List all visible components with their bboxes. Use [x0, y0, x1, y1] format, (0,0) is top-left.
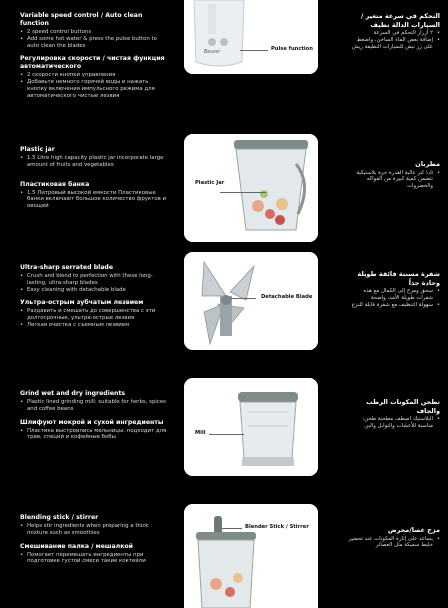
ru-title: Регулировка скорости / чистая функция автоматического	[20, 55, 165, 71]
ar-bullet: • سحق ومزج إلى الكمال مع هذه شفرات طويلة الأمد، واضحة	[348, 288, 440, 302]
en-title: Plastic jar	[20, 146, 55, 153]
blender-stick-image	[184, 504, 318, 608]
blender-stick-illustration	[184, 504, 318, 608]
pointer-line	[208, 434, 244, 435]
pulse-function-image	[184, 0, 318, 74]
ru-bullet: • 1.5 Литровый высокой емкости Пластиковые банки включают большое количество фруктов и овощей	[20, 190, 170, 210]
mill-illustration	[184, 378, 318, 476]
brand-logo: Beurer	[204, 50, 221, 55]
ar-bullets	[348, 536, 440, 550]
english-russian-text	[20, 264, 170, 329]
feature-section-blade	[0, 252, 448, 362]
callout-label: Plastic Jar	[192, 178, 227, 188]
ru-title: Шлифуют мокрой и сухой ингредиенты	[20, 418, 164, 426]
en-title: Variable speed control / Auto clean function	[20, 12, 143, 27]
en-bullet: • Easy cleaning with detachable blade	[20, 287, 170, 294]
mill-image	[184, 378, 318, 476]
callout-label: Detachable Blade	[258, 292, 315, 302]
pointer-line	[240, 50, 270, 51]
ar-title: مطربان	[415, 160, 440, 168]
en-bullets	[20, 155, 170, 169]
blender-base-illustration	[184, 0, 318, 74]
ru-bullet: • 2 скорости кнопки управления	[20, 72, 170, 79]
en-title: Ultra-sharp serrated blade	[20, 264, 114, 271]
english-russian-text	[20, 514, 170, 565]
pointer-line	[230, 298, 256, 299]
callout-label: Blender Stick / Stirrer	[242, 522, 312, 532]
en-bullet: • Plastic lined grinding mill: suitable for herbs, spices and coffee beans	[20, 399, 170, 413]
ar-bullet: • إضافة بعض الماء الساخن، واضغط على زر نبض للسيارات النظيفة ريش	[348, 37, 440, 51]
ar-title: شفرة مسننة فائقة طويلة وحادة جداً	[357, 270, 440, 287]
en-bullets	[20, 523, 170, 537]
ar-bullets	[348, 30, 440, 50]
ar-title: تطحن المكونات الرطب والجاف	[366, 398, 440, 415]
detachable-blade-image	[184, 252, 318, 350]
arabic-text	[348, 398, 440, 430]
arabic-text	[348, 12, 440, 50]
ar-bullet: • ٢ أزرار التحكم في السرعة	[348, 30, 440, 37]
english-russian-text	[20, 146, 170, 210]
pointer-line	[220, 192, 266, 193]
callout-label: Pulse function	[268, 44, 316, 54]
ar-bullets	[348, 170, 440, 190]
arabic-text	[348, 526, 440, 549]
ar-bullet: • ١٫٥ لتر عالية القدرة جرة بلاستيكية تتضمن كمية كبيرة من الفواكه والخضروات	[348, 170, 440, 190]
english-russian-text	[20, 12, 170, 100]
en-bullets	[20, 273, 170, 293]
en-bullets	[20, 399, 170, 413]
ar-title: مزج عصا/محرض	[387, 526, 440, 534]
ru-bullets	[20, 428, 170, 442]
en-bullet: • Add some hot water & press the pulse button to auto clean the blades	[20, 36, 170, 50]
arabic-text	[348, 270, 440, 308]
ru-title: Ультра-острым зубчатым лезвием	[20, 299, 144, 307]
ar-title: التحكم في سرعة متغير / السيارات الدالة نظيف	[360, 12, 440, 29]
arabic-text	[348, 160, 440, 190]
plastic-jar-illustration	[184, 134, 318, 242]
en-title: Blending stick / stirrer	[20, 514, 99, 521]
en-bullet: • Helps stir ingredients when preparing a thick mixture such as smoothies	[20, 523, 170, 537]
ru-bullet: • Пластика выстроились мельницы: подходит для трав, специй и кофейные бобы	[20, 428, 170, 442]
en-bullet: • 1.5 Litre high capacity plastic jar incorporate large amount of fruits and vegetables	[20, 155, 170, 169]
feature-section-mill	[0, 372, 448, 482]
feature-section-stick	[0, 500, 448, 600]
en-bullets	[20, 29, 170, 49]
pointer-line	[222, 528, 244, 529]
ru-bullet: • Добавьте немного горячей воды и нажать кнопку включения импульсного режима для автоматического чистые лезвия	[20, 79, 170, 99]
en-title: Grind wet and dry ingredients	[20, 390, 126, 397]
ru-bullet: • Легкая очистка с съемным лезвием	[20, 322, 170, 329]
feature-section-jar	[0, 130, 448, 250]
ru-title: Пластиковая банка	[20, 180, 90, 188]
ar-bullet: • يساعد على إثارة المكونات عند تحضير خليط سميكة مثل العصائر	[348, 536, 440, 550]
ar-bullet: • البلاستيك اصطف مطحنة طحن: مناسبة للأعشاب والتوابل والبن	[348, 416, 440, 430]
ar-bullets	[348, 288, 440, 308]
ar-bullet: • سهولة التنظيف مع شفرة قابلة للنزع	[348, 302, 440, 309]
plastic-jar-image	[184, 134, 318, 242]
callout-label: Mill	[192, 428, 209, 438]
en-bullet: • 2 speed control buttons	[20, 29, 170, 36]
feature-section-speed	[0, 0, 448, 130]
ru-bullet: • Раздавить и смешать до совершенства с эти долгосрочные, ультра-острые лезвия	[20, 308, 170, 322]
en-bullet: • Crush and blend to perfection with these long-lasting, ultra-sharp blades	[20, 273, 170, 287]
english-russian-text	[20, 390, 170, 441]
ru-bullets	[20, 72, 170, 99]
ar-bullets	[348, 416, 440, 430]
ru-title: Смешивание палка / мешалкой	[20, 542, 133, 550]
ru-bullets	[20, 308, 170, 328]
ru-bullets	[20, 552, 170, 566]
ru-bullets	[20, 190, 170, 210]
ru-bullet: • Помогает перемешать ингредиенты при подготовке густой смеси такие коктейли	[20, 552, 170, 566]
